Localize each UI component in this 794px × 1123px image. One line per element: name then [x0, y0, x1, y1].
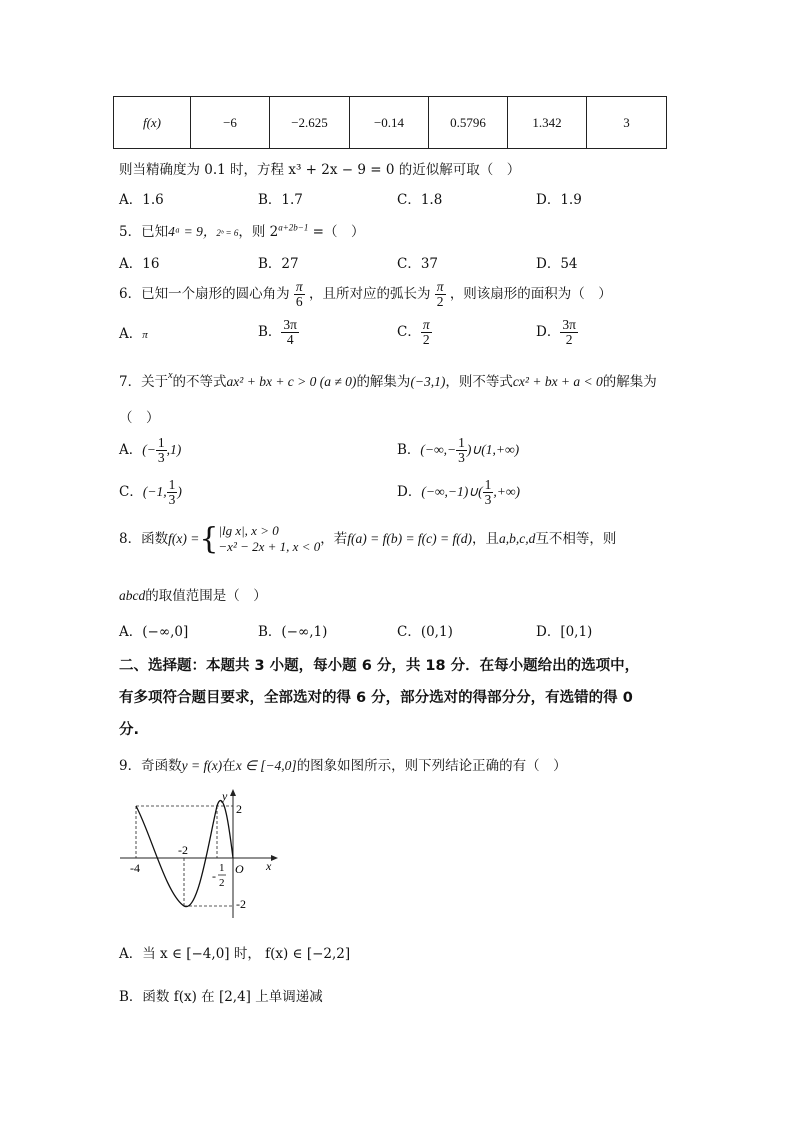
q6-text: 6．已知一个扇形的圆心角为 $\frac{\pi}{6}$ ，且所对应的弧长为 $\frac{\pi}{2}$ ，则该扇形的面积为（ ）	[119, 279, 612, 310]
tick-label-2: 2	[236, 802, 242, 816]
q7-paren: （ ）	[119, 410, 160, 426]
q6-option-a: A．π	[119, 326, 148, 342]
tick-label-half-num: 1	[219, 862, 225, 874]
piecewise-cases: |lg x|, x > 0 −x² − 2x + 1, x < 0	[218, 523, 321, 555]
q8-line2: abcd的取值范围是（ ）	[119, 588, 267, 604]
fraction: $\frac{\pi}{6}$	[295, 279, 303, 310]
tick-label-neg2-x: -2	[178, 843, 188, 857]
q8-option-b: B．(−∞,1)	[258, 624, 328, 640]
q7-option-d: D．(−∞,−1)∪( $\frac{1}{3}$ ,+∞)	[397, 477, 521, 508]
x-axis-arrow	[271, 855, 278, 861]
section-heading-line1: 二、选择题：本题共 3 小题，每小题 6 分，共 18 分．在每小题给出的选项中，	[119, 658, 640, 674]
q7-option-a: A．(− $\frac{1}{3}$ ,1)	[119, 435, 182, 466]
q7-text: 7．关于$^x$的不等式ax² + bx + c > 0 (a ≠ 0)的解集为(−3,1)，则不等式cx² + bx + a < 0的解集为	[119, 370, 657, 390]
section-heading-line3: 分.	[119, 722, 140, 738]
q8-option-a: A．(−∞,0]	[119, 624, 189, 640]
value-table	[113, 96, 667, 149]
q7-option-b: B．(−∞,− $\frac{1}{3}$ )∪(1,+∞)	[397, 435, 520, 466]
tick-label-neg2-y: -2	[236, 897, 246, 911]
q4-option-c: C．1.8	[397, 192, 443, 208]
q4-option-a: A．1.6	[119, 192, 164, 208]
table-cell: −0.14	[350, 97, 429, 149]
y-label: y	[222, 789, 228, 803]
q5-option-b: B．27	[258, 256, 299, 272]
q8-text: 8．函数f(x) ={ |lg x|, x > 0 −x² − 2x + 1, x < 0 ，若f(a) = f(b) = f(c) = f(d)，且a,b,c,d互不相等，则	[119, 521, 617, 557]
tick-label-half-den: 2	[219, 877, 225, 889]
q5-option-c: C．37	[397, 256, 439, 272]
q6-option-b: B． $\frac{3\pi}{4}$	[258, 317, 297, 348]
q5-text: 5．已知4ᵃ = 9，2ᵇ = 6，则 $2^{a+2b-1}$ =（ ）	[119, 222, 365, 240]
table-cell: 3	[587, 97, 667, 149]
section-heading-line2: 有多项符合题目要求，全部选对的得 6 分，部分选对的得部分分，有选错的得 0	[119, 690, 633, 706]
q8-option-d: D．[0,1)	[536, 624, 593, 640]
brace: {	[199, 521, 219, 557]
y-axis-arrow	[230, 789, 236, 796]
q4-option-b: B．1.7	[258, 192, 303, 208]
x-label: x	[266, 859, 272, 873]
table-cell: −2.625	[270, 97, 350, 149]
table-cell: 0.5796	[429, 97, 508, 149]
table-cell: 1.342	[508, 97, 587, 149]
q9-text: 9．奇函数y = f(x)在x ∈ [−4,0]的图象如图所示，则下列结论正确的有（ ）	[119, 758, 567, 774]
table-header-cell: f(x)	[114, 97, 191, 149]
tick-label-half-minus: -	[212, 869, 216, 883]
fraction: $\frac{\pi}{2}$	[436, 279, 444, 310]
origin-label: O	[235, 862, 244, 876]
function-graph	[116, 784, 286, 924]
q5-option-a: A．16	[119, 256, 160, 272]
q9-option-a: A．当 x ∈ [−4,0] 时， f(x) ∈ [−2,2]	[119, 946, 351, 962]
q7-option-c: C．(−1, $\frac{1}{3}$ )	[119, 477, 182, 508]
q4-option-d: D．1.9	[536, 192, 582, 208]
q6-option-d: D． $\frac{3\pi}{2}$	[536, 317, 576, 348]
q4-text: 则当精确度为 0.1 时，方程 x³ + 2x − 9 = 0 的近似解可取（ ）	[119, 162, 521, 178]
q8-option-c: C．(0,1)	[397, 624, 453, 640]
q9-option-b: B．函数 f(x) 在 [2,4] 上单调递减	[119, 989, 323, 1005]
tick-label-neg4: -4	[130, 861, 140, 875]
q5-option-d: D．54	[536, 256, 578, 272]
q6-option-c: C． $\frac{\pi}{2}$	[397, 317, 430, 348]
table-row	[114, 97, 667, 149]
table-cell: −6	[191, 97, 270, 149]
